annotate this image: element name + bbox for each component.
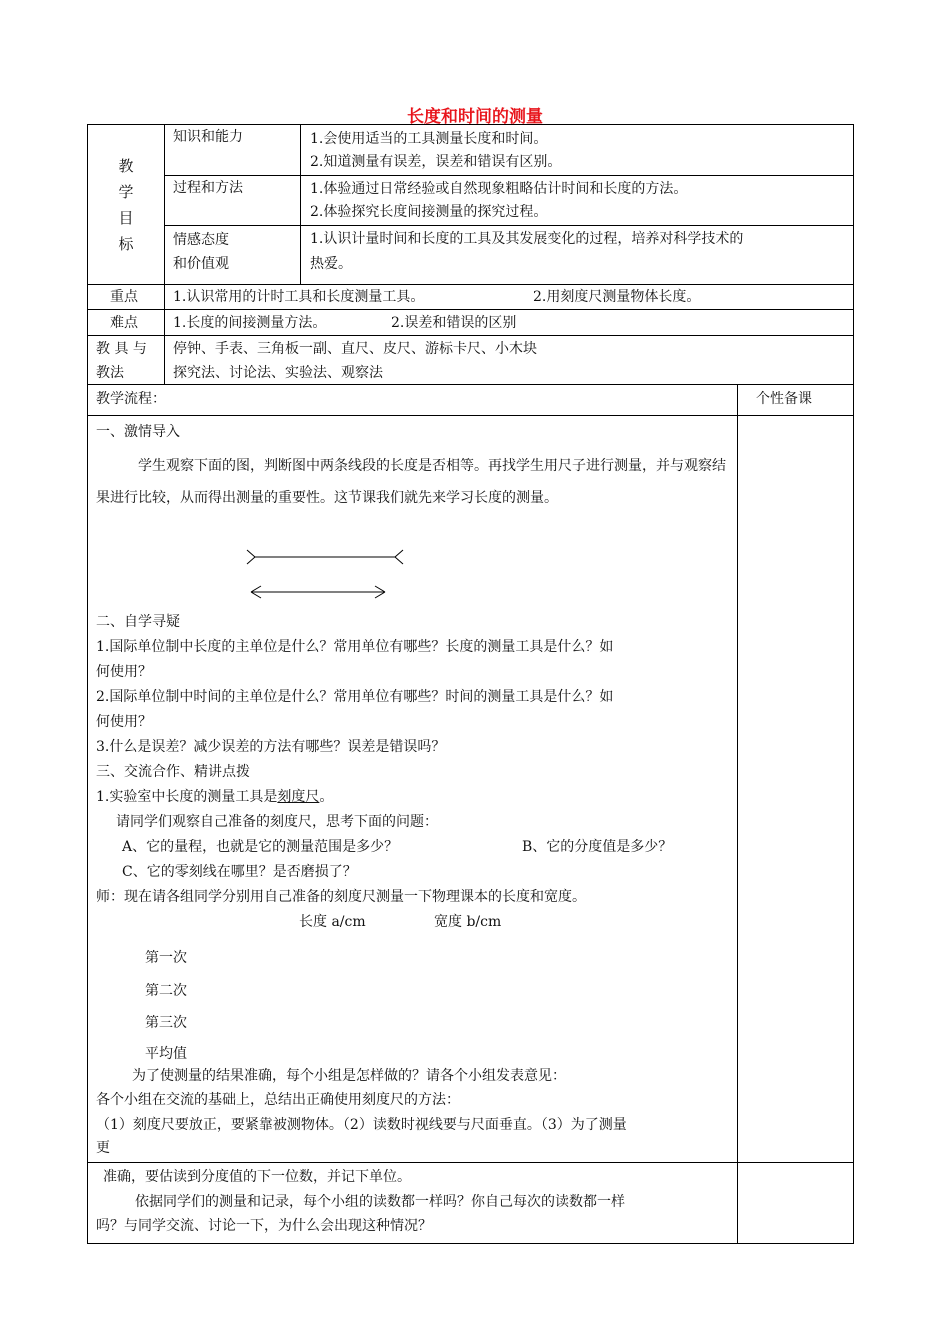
underlined-answer: 刻度尺 (277, 789, 320, 805)
question-line: 3.什么是误差？减少误差的方法有哪些？误差是错误吗？ (96, 739, 446, 755)
methods-list: 探究法、讨论法、实验法、观察法 (173, 365, 383, 381)
objectives-label-char: 目 (118, 209, 134, 227)
row-divider (87, 309, 854, 310)
tools-list: 停钟、手表、三角板一副、直尺、皮尺、游标卡尺、小木块 (173, 341, 537, 357)
continuation-line: 依据同学们的测量和记录，每个小组的读数都一样吗？你自己每次的读数都一样 (135, 1194, 625, 1210)
flow-label: 教学流程： (96, 391, 166, 407)
side-notes-label: 个性备课 (756, 391, 812, 407)
key-point-item: 2.用刻度尺测量物体长度。 (533, 289, 701, 305)
objective-item: 1.体验通过日常经验或自然现象粗略估计时间和长度的方法。 (310, 181, 688, 197)
objectives-label-char: 学 (118, 183, 134, 201)
row-divider (87, 1162, 854, 1163)
measure-row-label: 平均值 (145, 1046, 187, 1062)
section-heading: 一、激情导入 (96, 424, 180, 440)
page-title: 长度和时间的测量 (407, 107, 543, 127)
objective-item: 2.知道测量有误差，误差和错误有区别。 (310, 154, 562, 170)
question-line: 1.国际单位制中长度的主单位是什么？常用单位有哪些？长度的测量工具是什么？如 (96, 639, 614, 655)
objective-item: 2.体验探究长度间接测量的探究过程。 (310, 204, 548, 220)
continuation-line: 准确，要估读到分度值的下一位数，并记下单位。 (103, 1169, 411, 1185)
tools-label: 教 具 与 (96, 341, 147, 357)
section3-question: A、它的量程，也就是它的测量范围是多少？ (122, 839, 399, 855)
col-divider (300, 124, 301, 284)
section3-line: 为了使测量的结果准确，每个小组是怎样做的？请各个小组发表意见： (132, 1068, 566, 1084)
objective-category: 知识和能力 (173, 129, 243, 145)
teacher-instruction: 师：现在请各组同学分别用自己准备的刻度尺测量一下物理课本的长度和宽度。 (96, 889, 586, 905)
objectives-label-char: 标 (118, 235, 134, 253)
measure-row-label: 第三次 (145, 1015, 187, 1031)
section1-paragraph: 学生观察下面的图，判断图中两条线段的长度是否相等。再找学生用尺子进行测量，并与观察结果进行比较，从而得出测量的重要性。这节课我们就先来学习长度的测量。 (96, 458, 726, 506)
measure-row-label: 第一次 (145, 950, 187, 966)
section3-question: C、它的零刻线在哪里？是否磨损了？ (122, 864, 357, 880)
continuation-line: 吗？与同学交流、讨论一下，为什么会出现这种情况？ (96, 1218, 432, 1234)
question-line: 2.国际单位制中时间的主单位是什么？常用单位有哪些？时间的测量工具是什么？如 (96, 689, 614, 705)
section-heading: 三、交流合作、精讲点拨 (96, 764, 250, 780)
row-divider (87, 415, 854, 416)
section3-line-prefix: 1.实验室中长度的测量工具是 (96, 789, 278, 805)
objective-item: 热爱。 (310, 256, 352, 272)
row-divider (87, 335, 854, 336)
segment-inward-arrows (251, 586, 385, 598)
objective-item: 1.会使用适当的工具测量长度和时间。 (310, 131, 548, 147)
segment-outward-fins (247, 550, 403, 564)
objectives-label-char: 教 (118, 157, 134, 175)
measure-col-length: 长度 a/cm (299, 914, 366, 930)
section3-line: 请同学们观察自己准备的刻度尺，思考下面的问题： (116, 814, 438, 830)
section3-line-suffix: 。 (319, 789, 334, 805)
question-line: 何使用？ (96, 664, 152, 680)
objective-category: 和价值观 (173, 256, 229, 272)
objective-category: 过程和方法 (173, 180, 243, 196)
section3-line: 更 (96, 1140, 110, 1156)
section-heading: 二、自学寻疑 (96, 614, 180, 630)
line-illusion-diagram (245, 545, 405, 605)
col-divider (737, 384, 738, 1244)
section3-line: （1）刻度尺要放正，要紧靠被测物体。（2）读数时视线要与尺面垂直。（3）为了测量 (96, 1117, 627, 1133)
objective-item: 1.认识计量时间和长度的工具及其发展变化的过程，培养对科学技术的 (310, 231, 744, 247)
row-divider (164, 225, 854, 226)
difficulty-item: 1.长度的间接测量方法。 (173, 315, 327, 331)
measure-row-label: 第二次 (145, 983, 187, 999)
col-divider (164, 124, 165, 384)
measure-col-width: 宽度 b/cm (434, 914, 502, 930)
difficulty-item: 2.误差和错误的区别 (391, 315, 517, 331)
row-divider (164, 175, 854, 176)
section3-question: B、它的分度值是多少？ (522, 839, 673, 855)
section3-line (96, 785, 333, 809)
difficulties-label: 难点 (110, 315, 138, 331)
key-points-label: 重点 (110, 289, 138, 305)
objective-category: 情感态度 (173, 232, 229, 248)
key-point-item: 1.认识常用的计时工具和长度测量工具。 (173, 289, 425, 305)
section3-line: 各个小组在交流的基础上，总结出正确使用刻度尺的方法： (96, 1092, 460, 1108)
question-line: 何使用？ (96, 714, 152, 730)
tools-label: 教法 (96, 365, 124, 381)
